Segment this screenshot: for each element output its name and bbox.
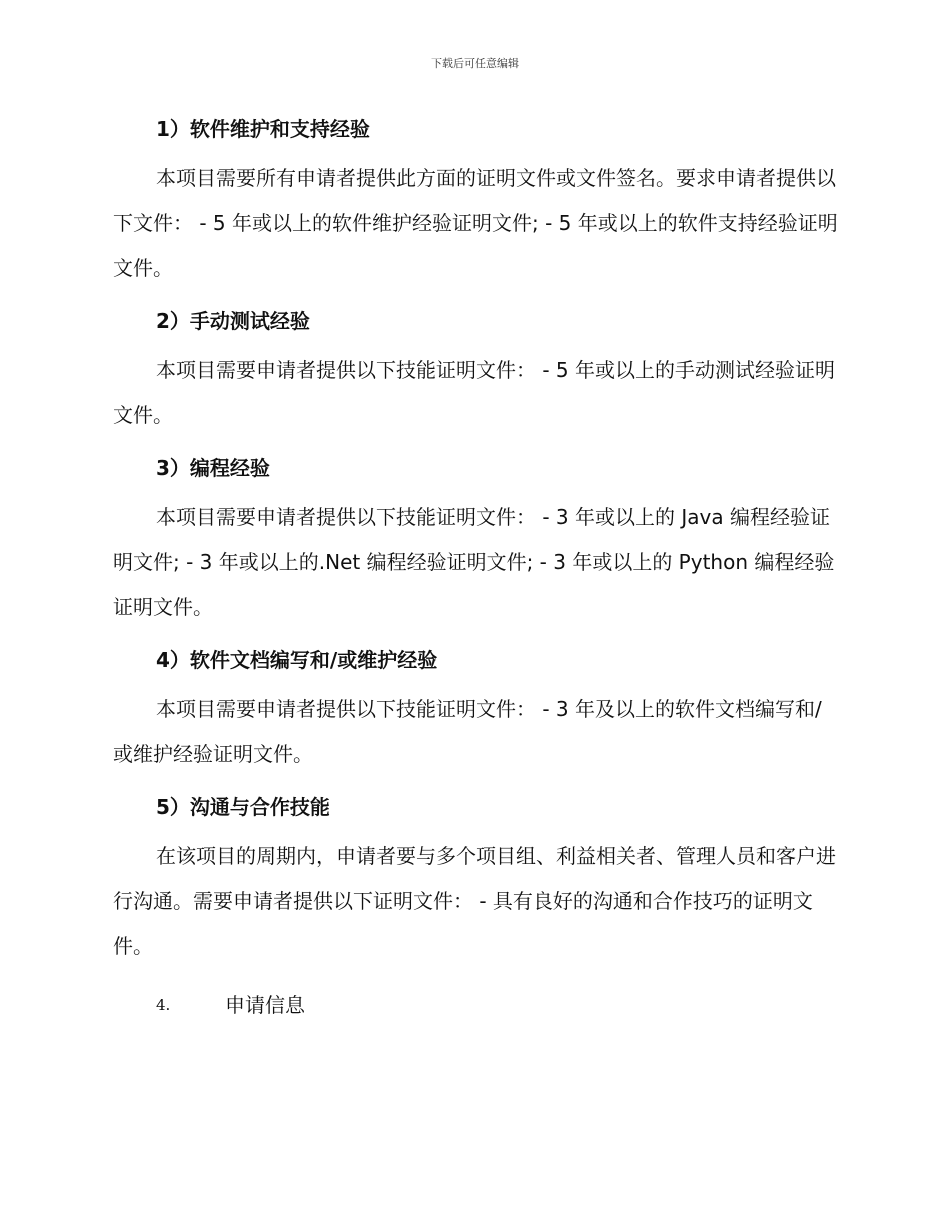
section-heading: 4）软件文档编写和/或维护经验 (156, 648, 438, 672)
document-content (113, 113, 838, 1021)
header-note: 下载后可任意编辑 (431, 57, 519, 70)
next-section-heading (113, 989, 838, 1021)
section-3 (113, 452, 838, 630)
section-2 (113, 305, 838, 438)
section-heading: 5）沟通与合作技能 (156, 795, 330, 819)
next-section-title: 申请信息 (225, 993, 305, 1017)
section-body: 在该项目的周期内，申请者要与多个项目组、利益相关者、管理人员和客户进行沟通。需要申请者提供以下证明文件： - 具有良好的沟通和合作技巧的证明文件。 (113, 844, 836, 958)
next-section-number: 4. (156, 996, 171, 1014)
section-body: 本项目需要申请者提供以下技能证明文件： - 3 年及以上的软件文档编写和/或维护经验证明文件。 (113, 697, 822, 766)
section-1 (113, 113, 838, 291)
section-body: 本项目需要所有申请者提供此方面的证明文件或文件签名。要求申请者提供以下文件： - 5 年或以上的软件维护经验证明文件; - 5 年或以上的软件支持经验证明文件。 (113, 166, 838, 280)
section-heading: 1）软件维护和支持经验 (156, 117, 370, 141)
section-5 (113, 791, 838, 969)
section-body: 本项目需要申请者提供以下技能证明文件： - 5 年或以上的手动测试经验证明文件。 (113, 358, 836, 427)
section-heading: 2）手动测试经验 (156, 309, 310, 333)
section-4 (113, 644, 838, 777)
section-heading: 3）编程经验 (156, 456, 270, 480)
section-body: 本项目需要申请者提供以下技能证明文件： - 3 年或以上的 Java 编程经验证明文件; - 3 年或以上的.Net 编程经验证明文件; - 3 年或以上的 Python 编程经验证明文件。 (113, 505, 835, 619)
